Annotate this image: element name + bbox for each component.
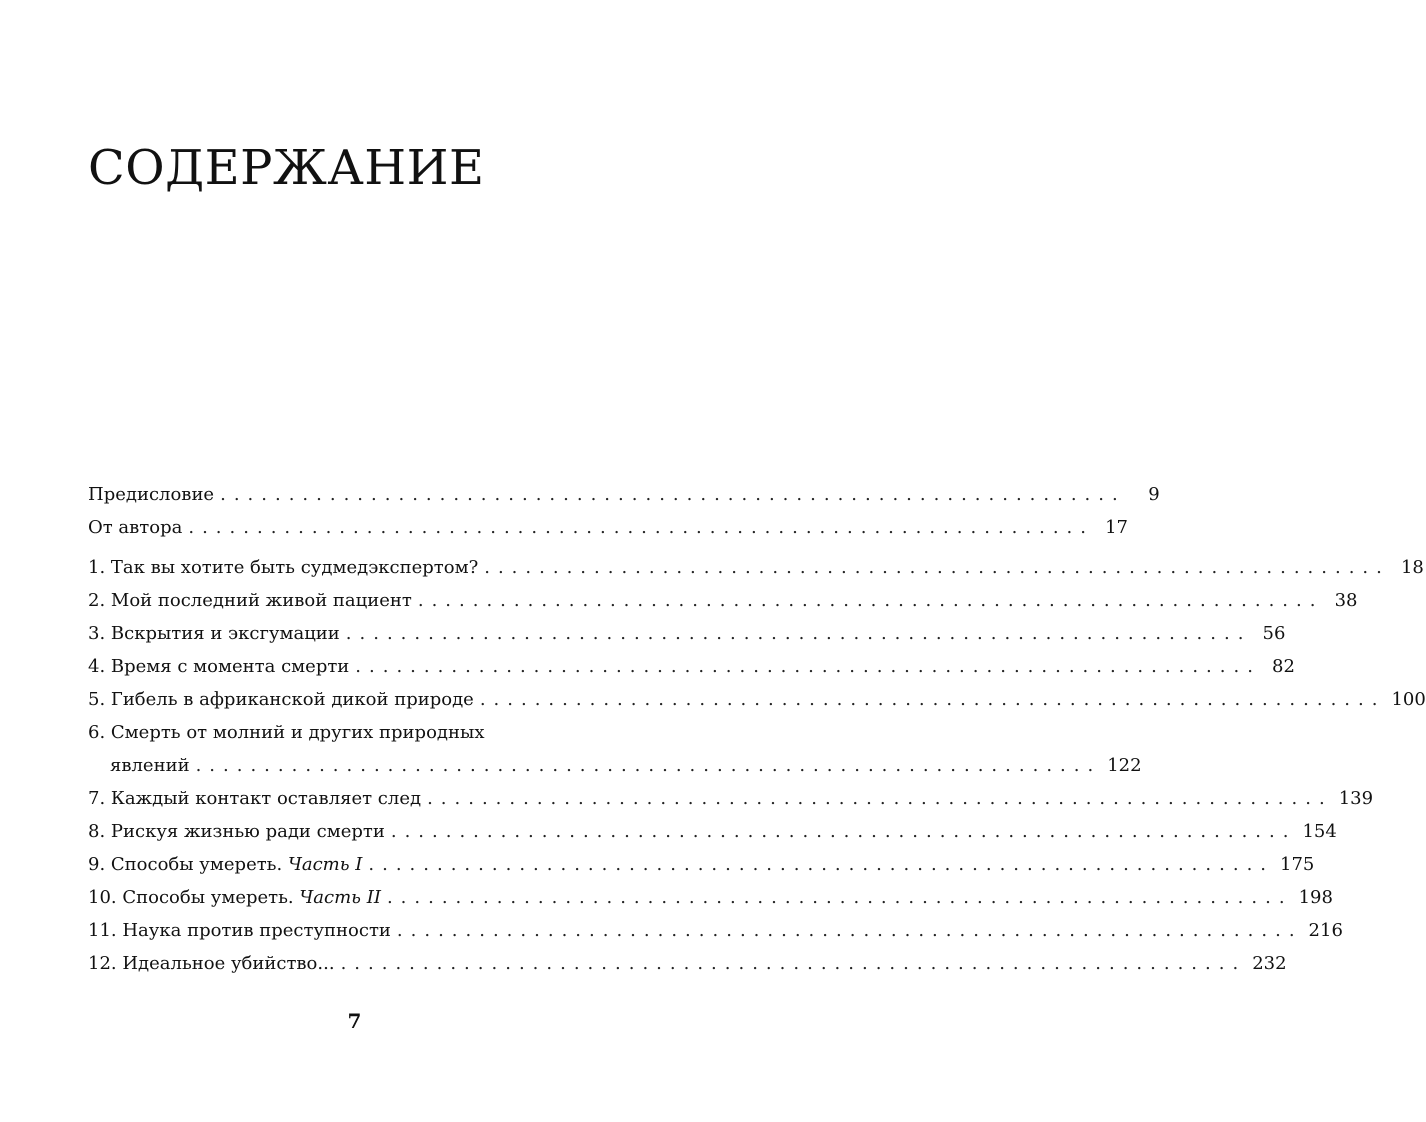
toc-leader-dots: .................................................................. <box>340 953 1247 974</box>
toc-entry-title: 1. Так вы хотите быть судмедэкспертом? <box>88 557 479 578</box>
toc-entry-page: 17 <box>1105 517 1128 538</box>
toc-entry-title-continued: явлений <box>110 755 190 776</box>
toc-entry-title: 3. Вскрытия и эксгумации <box>88 623 340 644</box>
toc-entry <box>88 815 1337 848</box>
toc-entry-page: 38 <box>1334 590 1358 611</box>
toc-entry-title: 4. Время с момента смерти <box>88 656 350 677</box>
toc-entry <box>88 914 1343 947</box>
toc-entry <box>88 478 1160 511</box>
toc-entry-title-italic: Часть II <box>299 887 381 908</box>
toc-entry <box>88 716 1142 782</box>
toc-entry-title: От автора <box>88 517 183 538</box>
toc-entry-page: 56 <box>1262 623 1286 644</box>
toc-leader-dots: .................................................................. <box>355 656 1261 677</box>
toc-entry-page: 232 <box>1252 953 1287 974</box>
toc-entry <box>88 848 1315 881</box>
toc-entry-page: 122 <box>1107 755 1142 776</box>
page-title: СОДЕРЖАНИЕ <box>88 140 485 196</box>
toc-leader-dots: .................................................................. <box>396 920 1303 941</box>
toc-entry-title: 6. Смерть от молний и других природных <box>88 722 485 743</box>
toc-entry <box>88 584 1358 617</box>
toc-leader-dots: .................................................................. <box>188 517 1094 538</box>
toc-entry-page: 100 <box>1391 689 1426 710</box>
toc-leader-dots: .................................................................. <box>345 623 1252 644</box>
toc-entry-title-italic: Часть I <box>287 854 363 875</box>
toc-entry-page: 82 <box>1272 656 1295 677</box>
toc-entry-title: 11. Наука против преступности <box>88 920 391 941</box>
toc-entry-title: 7. Каждый контакт оставляет след <box>88 788 422 809</box>
toc-entry-title: 10. Способы умереть. <box>88 887 294 908</box>
toc-entry <box>88 947 1287 980</box>
toc-entry-page: 216 <box>1308 920 1343 941</box>
toc-leader-dots: .................................................................. <box>479 689 1386 710</box>
toc-entry-page: 9 <box>1148 484 1160 505</box>
toc-entry-title: 5. Гибель в африканской дикой природе <box>88 689 474 710</box>
table-of-contents <box>88 478 1426 980</box>
toc-leader-dots: .................................................................. <box>195 755 1102 776</box>
toc-leader-dots: .................................................................. <box>484 557 1390 578</box>
toc-leader-dots: .................................................................. <box>417 590 1324 611</box>
toc-entry-page: 154 <box>1302 821 1337 842</box>
toc-entry <box>88 881 1333 914</box>
toc-entry <box>88 782 1374 815</box>
toc-entry-title: 12. Идеальное убийство... <box>88 953 335 974</box>
toc-leader-dots: .................................................................. <box>390 821 1297 842</box>
toc-entry-page: 139 <box>1338 788 1374 809</box>
toc-leader-dots: .................................................................. <box>427 788 1333 809</box>
toc-entry <box>88 683 1426 716</box>
toc-entry-page: 18 <box>1400 557 1424 578</box>
toc-entry <box>88 650 1295 683</box>
toc-entry <box>88 551 1424 584</box>
toc-leader-dots: .................................................................. <box>368 854 1275 875</box>
toc-entry-page: 198 <box>1298 887 1333 908</box>
toc-entry-page: 175 <box>1280 854 1315 875</box>
toc-entry-title: 9. Способы умереть. <box>88 854 283 875</box>
toc-entry <box>88 617 1286 650</box>
toc-entry-title: 8. Рискуя жизнью ради смерти <box>88 821 385 842</box>
page-number: 7 <box>347 1009 362 1033</box>
toc-entry-title: 2. Мой последний живой пациент <box>88 590 412 611</box>
toc-entry <box>88 511 1128 544</box>
toc-entry-title: Предисловие <box>88 484 215 505</box>
toc-leader-dots: .................................................................. <box>220 484 1126 505</box>
toc-leader-dots: .................................................................. <box>386 887 1293 908</box>
